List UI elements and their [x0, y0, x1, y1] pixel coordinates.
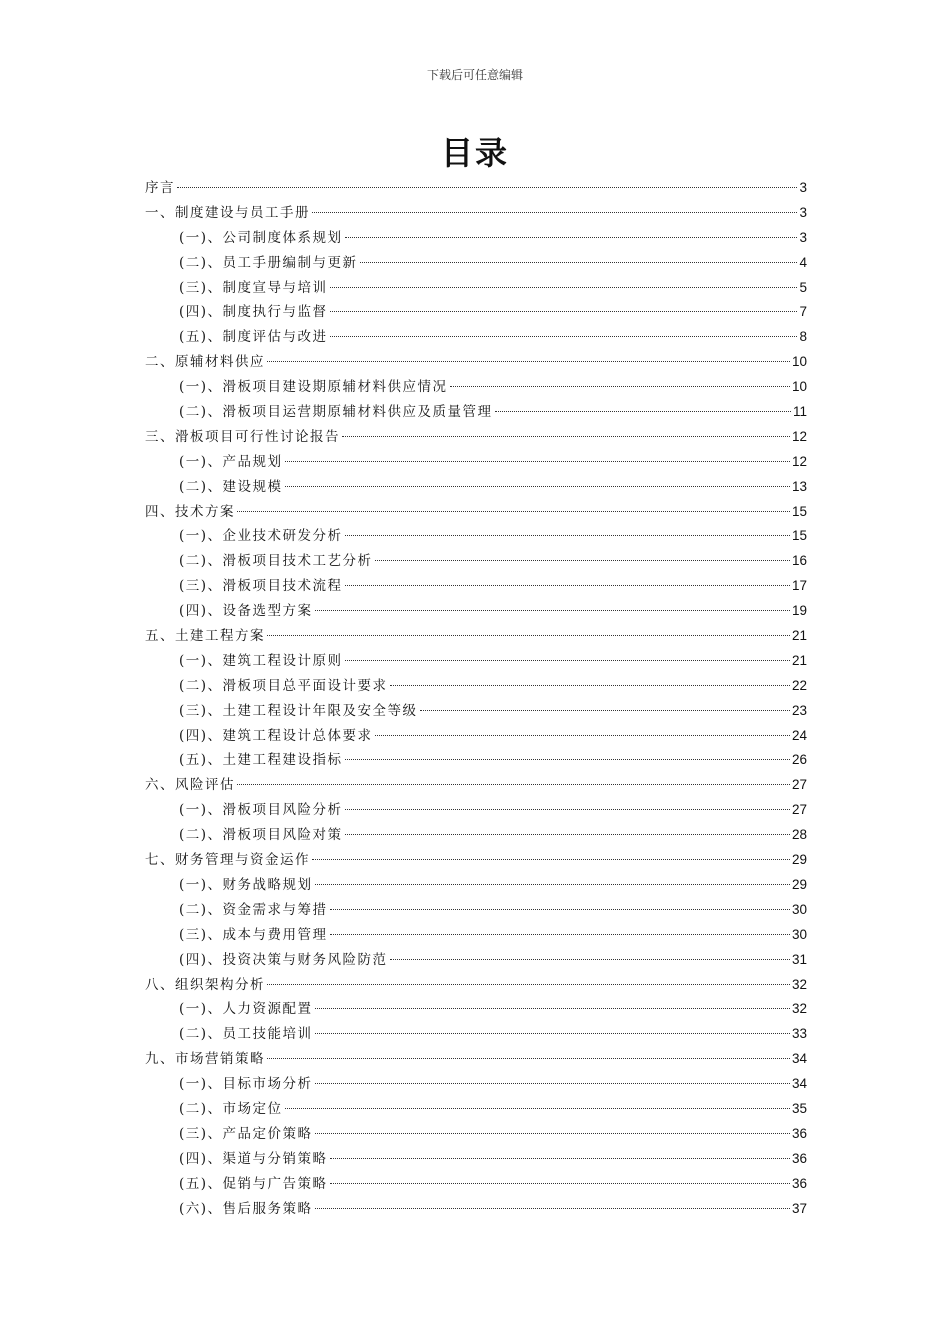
toc-dot-leader: [330, 1183, 790, 1184]
toc-entry[interactable]: [145, 823, 807, 848]
toc-entry[interactable]: [145, 425, 807, 450]
toc-entry-page-number: 15: [791, 503, 807, 519]
toc-entry-page-number: 26: [791, 752, 807, 768]
toc-entry[interactable]: [145, 599, 807, 624]
toc-entry-page-number: 12: [791, 428, 807, 444]
toc-entry-label: (二)、资金需求与筹措: [179, 901, 328, 918]
toc-entry[interactable]: [145, 450, 807, 475]
toc-entry[interactable]: [145, 649, 807, 674]
toc-entry-page-number: 36: [791, 1125, 807, 1141]
toc-entry[interactable]: [145, 674, 807, 699]
toc-dot-leader: [285, 1108, 790, 1109]
toc-dot-leader: [267, 984, 790, 985]
toc-entry-label: (三)、制度宣导与培训: [179, 279, 328, 296]
toc-entry[interactable]: [145, 948, 807, 973]
toc-entry[interactable]: [145, 624, 807, 649]
toc-dot-leader: [330, 934, 790, 935]
toc-dot-leader: [315, 884, 790, 885]
toc-dot-leader: [285, 461, 790, 462]
toc-dot-leader: [495, 411, 791, 412]
toc-dot-leader: [345, 585, 790, 586]
toc-entry[interactable]: [145, 1122, 807, 1147]
toc-entry[interactable]: [145, 400, 807, 425]
toc-entry-label: (二)、滑板项目运营期原辅材料供应及质量管理: [179, 404, 493, 421]
toc-dot-leader: [420, 710, 790, 711]
toc-dot-leader: [267, 635, 790, 636]
toc-entry-label: (一)、财务战略规划: [179, 876, 313, 893]
toc-entry-page-number: 5: [799, 279, 807, 295]
toc-entry[interactable]: [145, 251, 807, 276]
toc-dot-leader: [312, 859, 790, 860]
toc-entry-page-number: 29: [791, 876, 807, 892]
toc-entry[interactable]: [145, 1197, 807, 1222]
toc-entry-page-number: 27: [791, 777, 807, 793]
toc-entry-page-number: 4: [799, 254, 807, 270]
toc-entry-label: (六)、售后服务策略: [179, 1200, 313, 1217]
toc-dot-leader: [345, 237, 798, 238]
toc-entry-page-number: 24: [791, 727, 807, 743]
toc-dot-leader: [342, 436, 790, 437]
toc-entry[interactable]: [145, 873, 807, 898]
toc-entry-page-number: 30: [791, 901, 807, 917]
toc-entry-page-number: 16: [791, 553, 807, 569]
toc-dot-leader: [360, 262, 798, 263]
toc-entry-page-number: 3: [799, 180, 807, 195]
toc-dot-leader: [375, 735, 790, 736]
toc-entry-label: 六、风险评估: [145, 777, 235, 794]
toc-entry[interactable]: [145, 475, 807, 500]
toc-entry-page-number: 32: [791, 976, 807, 992]
toc-entry[interactable]: [145, 350, 807, 375]
toc-entry-page-number: 8: [799, 329, 807, 345]
toc-entry[interactable]: [145, 226, 807, 251]
toc-entry[interactable]: [145, 773, 807, 798]
toc-entry[interactable]: [145, 276, 807, 301]
toc-dot-leader: [450, 386, 790, 387]
toc-entry[interactable]: [145, 798, 807, 823]
toc-dot-leader: [390, 959, 790, 960]
toc-entry-label: (三)、土建工程设计年限及安全等级: [179, 702, 418, 719]
toc-entry-label: (二)、滑板项目总平面设计要求: [179, 677, 388, 694]
toc-entry-page-number: 21: [791, 628, 807, 644]
toc-dot-leader: [315, 1133, 790, 1134]
toc-dot-leader: [345, 809, 790, 810]
toc-entry-label: (一)、滑板项目建设期原辅材料供应情况: [179, 379, 448, 396]
toc-dot-leader: [330, 311, 798, 312]
toc-dot-leader: [330, 336, 798, 337]
toc-dot-leader: [315, 610, 790, 611]
toc-entry-label: (一)、企业技术研发分析: [179, 528, 343, 545]
toc-entry-label: (一)、滑板项目风险分析: [179, 802, 343, 819]
toc-entry-page-number: 33: [791, 1026, 807, 1042]
toc-entry-page-number: 34: [791, 1076, 807, 1092]
toc-entry-label: (五)、土建工程建设指标: [179, 752, 343, 769]
toc-entry-page-number: 23: [791, 702, 807, 718]
toc-entry[interactable]: [145, 574, 807, 599]
toc-entry[interactable]: [145, 500, 807, 525]
toc-entry[interactable]: [145, 549, 807, 574]
toc-entry-label: (二)、员工手册编制与更新: [179, 254, 358, 271]
toc-entry-label: (三)、滑板项目技术流程: [179, 578, 343, 595]
toc-entry[interactable]: [145, 1022, 807, 1047]
toc-dot-leader: [330, 287, 798, 288]
toc-entry-label: (一)、目标市场分析: [179, 1076, 313, 1093]
toc-entry-page-number: 13: [791, 478, 807, 494]
toc-entry-label: (四)、制度执行与监督: [179, 304, 328, 321]
toc-entry-label: (四)、渠道与分销策略: [179, 1150, 328, 1167]
toc-entry-label: (一)、建筑工程设计原则: [179, 652, 343, 669]
toc-entry[interactable]: [145, 973, 807, 998]
toc-entry-page-number: 29: [791, 852, 807, 868]
toc-entry[interactable]: [145, 375, 807, 400]
toc-entry-label: 九、市场营销策略: [145, 1051, 265, 1068]
toc-entry-label: 三、滑板项目可行性讨论报告: [145, 428, 340, 445]
toc-entry[interactable]: [145, 1047, 807, 1072]
toc-entry[interactable]: [145, 699, 807, 724]
toc-entry-page-number: 37: [791, 1200, 807, 1216]
toc-entry[interactable]: [145, 997, 807, 1022]
toc-entry-label: (二)、滑板项目风险对策: [179, 827, 343, 844]
toc-entry[interactable]: [145, 325, 807, 350]
toc-entry-page-number: 27: [791, 802, 807, 818]
toc-entry-page-number: 11: [792, 404, 807, 420]
toc-dot-leader: [285, 486, 790, 487]
table-of-contents: [145, 176, 807, 1221]
toc-entry-label: (一)、产品规划: [179, 453, 283, 470]
toc-dot-leader: [315, 1083, 790, 1084]
toc-entry-label: 四、技术方案: [145, 503, 235, 520]
toc-dot-leader: [177, 187, 797, 188]
toc-entry[interactable]: [145, 898, 807, 923]
toc-entry-label: 序言: [145, 180, 175, 196]
toc-entry[interactable]: [145, 176, 807, 201]
toc-entry[interactable]: [145, 923, 807, 948]
toc-dot-leader: [267, 1058, 790, 1059]
toc-entry-label: 二、原辅材料供应: [145, 354, 265, 371]
toc-entry[interactable]: [145, 1097, 807, 1122]
toc-entry-label: 一、制度建设与员工手册: [145, 204, 310, 221]
toc-dot-leader: [237, 511, 790, 512]
page-title: 目录: [440, 134, 509, 172]
toc-entry-page-number: 15: [791, 528, 807, 544]
toc-dot-leader: [315, 1033, 790, 1034]
toc-entry-label: (五)、促销与广告策略: [179, 1175, 328, 1192]
toc-entry-label: 七、财务管理与资金运作: [145, 852, 310, 869]
toc-entry-page-number: 3: [799, 204, 807, 220]
toc-dot-leader: [390, 685, 790, 686]
toc-dot-leader: [330, 909, 790, 910]
toc-entry-page-number: 34: [791, 1051, 807, 1067]
toc-entry-label: (一)、公司制度体系规划: [179, 229, 343, 246]
toc-entry-page-number: 10: [791, 354, 807, 370]
toc-entry-label: (二)、滑板项目技术工艺分析: [179, 553, 373, 570]
toc-entry-page-number: 10: [791, 379, 807, 395]
toc-entry-page-number: 22: [791, 677, 807, 693]
toc-entry[interactable]: [145, 724, 807, 749]
toc-entry-label: 五、土建工程方案: [145, 628, 265, 645]
toc-entry-page-number: 36: [791, 1175, 807, 1191]
toc-dot-leader: [375, 560, 790, 561]
toc-entry-label: (三)、产品定价策略: [179, 1125, 313, 1142]
toc-entry[interactable]: [145, 524, 807, 549]
toc-dot-leader: [315, 1008, 790, 1009]
toc-dot-leader: [345, 535, 790, 536]
toc-entry-label: (二)、市场定位: [179, 1100, 283, 1117]
toc-entry-label: (一)、人力资源配置: [179, 1001, 313, 1018]
toc-entry-page-number: 7: [799, 304, 807, 320]
toc-entry-page-number: 17: [791, 578, 807, 594]
toc-entry-page-number: 35: [791, 1100, 807, 1116]
toc-entry-page-number: 36: [791, 1150, 807, 1166]
toc-entry-label: (五)、制度评估与改进: [179, 329, 328, 346]
toc-entry-label: (四)、建筑工程设计总体要求: [179, 727, 373, 744]
toc-dot-leader: [345, 759, 790, 760]
toc-entry[interactable]: [145, 748, 807, 773]
toc-entry-page-number: 21: [791, 652, 807, 668]
toc-dot-leader: [330, 1158, 790, 1159]
toc-entry-label: (二)、员工技能培训: [179, 1026, 313, 1043]
toc-entry-label: (四)、设备选型方案: [179, 603, 313, 620]
toc-entry-label: (三)、成本与费用管理: [179, 926, 328, 943]
toc-dot-leader: [345, 834, 790, 835]
toc-entry[interactable]: [145, 1147, 807, 1172]
toc-entry-label: 八、组织架构分析: [145, 976, 265, 993]
toc-entry[interactable]: [145, 201, 807, 226]
toc-entry-page-number: 12: [791, 453, 807, 469]
toc-dot-leader: [315, 1208, 790, 1209]
toc-entry-page-number: 3: [799, 229, 807, 245]
toc-entry[interactable]: [145, 1172, 807, 1197]
toc-dot-leader: [345, 660, 790, 661]
toc-entry[interactable]: [145, 300, 807, 325]
toc-dot-leader: [267, 361, 790, 362]
toc-entry-page-number: 28: [791, 827, 807, 843]
toc-entry-page-number: 31: [791, 951, 807, 967]
header-note: 下载后可任意编辑: [426, 68, 523, 82]
toc-entry-page-number: 32: [791, 1001, 807, 1017]
toc-entry-label: (四)、投资决策与财务风险防范: [179, 951, 388, 968]
toc-entry[interactable]: [145, 848, 807, 873]
toc-dot-leader: [237, 784, 790, 785]
toc-entry-page-number: 30: [791, 926, 807, 942]
toc-entry-page-number: 19: [791, 603, 807, 619]
toc-dot-leader: [312, 212, 797, 213]
toc-entry-label: (二)、建设规模: [179, 478, 283, 495]
toc-entry[interactable]: [145, 1072, 807, 1097]
